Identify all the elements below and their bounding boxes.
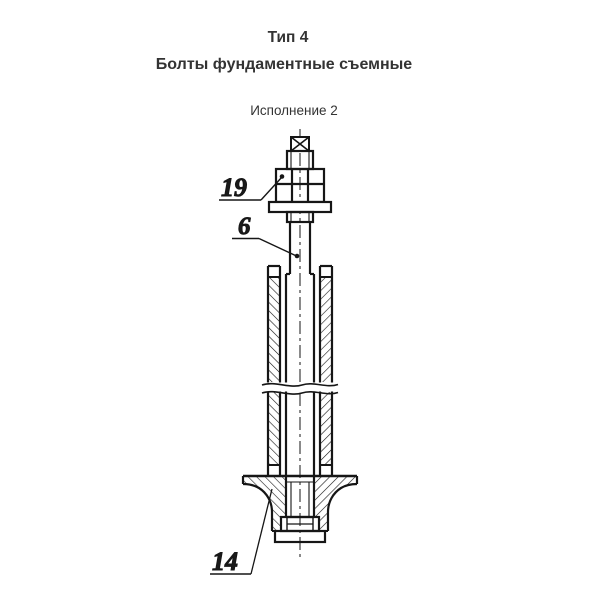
callout-19-dot [280, 174, 285, 179]
callout-19 [219, 173, 284, 202]
callout-6-label: 6 [238, 213, 251, 240]
callout-14 [210, 489, 272, 576]
callout-6-dot [295, 254, 300, 259]
type-title: Тип 4 [267, 29, 309, 46]
page-title: Болты фундаментные съемные [155, 56, 413, 73]
callout-14-label: 14 [212, 547, 238, 576]
callout-14-leader [251, 489, 272, 574]
callout-19-label: 19 [221, 173, 247, 202]
washer-plate [269, 202, 331, 212]
stud-tip [291, 137, 309, 151]
variant-label: Исполнение 2 [250, 103, 338, 118]
callout-19-leader [261, 177, 282, 200]
